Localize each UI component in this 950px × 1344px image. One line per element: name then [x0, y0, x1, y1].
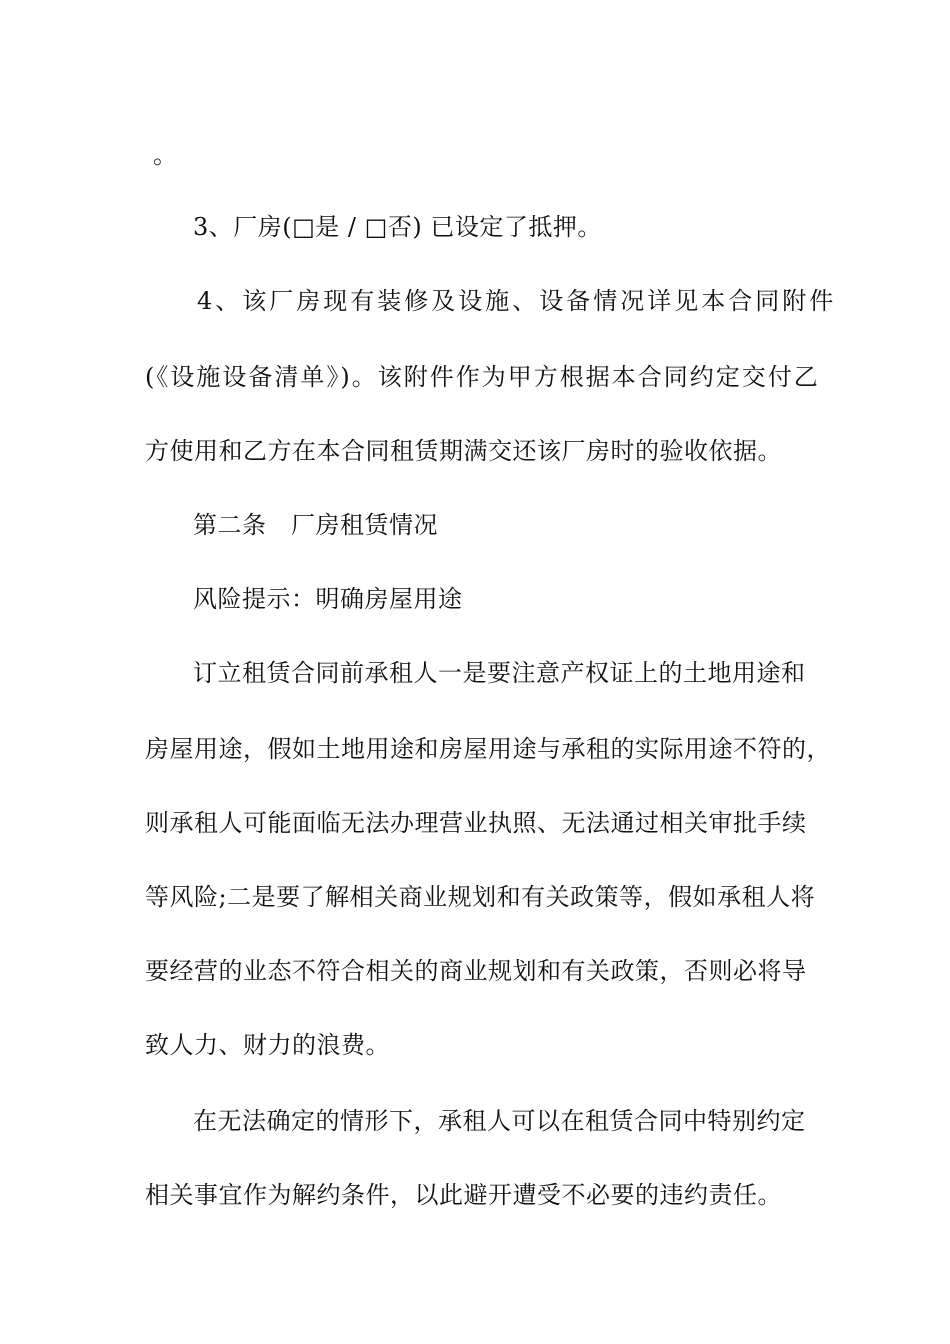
- text-line-risk-2: 房屋用途，假如土地用途和房屋用途与承租的实际用途不符的，: [145, 735, 831, 763]
- text-line-clause-4-cont-2: 方使用和乙方在本合同租赁期满交还该厂房时的验收依据。: [145, 437, 782, 465]
- risk-tip-heading: 风险提示：明确房屋用途: [193, 585, 463, 613]
- text-line-period: 。: [153, 141, 178, 169]
- text-line-suggestion-2: 相关事宜作为解约条件，以此避开遭受不必要的违约责任。: [145, 1181, 782, 1209]
- text-line-clause-3: 3、厂房(□是 / □否) 已设定了抵押。: [193, 213, 602, 241]
- text-line-clause-4-cont-1: (《设施设备清单》)。该附件作为甲方根据本合同约定交付乙: [145, 363, 820, 391]
- text-line-risk-1: 订立租赁合同前承租人一是要注意产权证上的土地用途和: [193, 659, 806, 687]
- text-line-risk-6: 致人力、财力的浪费。: [145, 1031, 390, 1059]
- section-heading-article-2: 第二条 厂房租赁情况: [193, 511, 438, 539]
- text-line-suggestion-1: 在无法确定的情形下，承租人可以在租赁合同中特别约定: [193, 1107, 806, 1135]
- text-line-risk-5: 要经营的业态不符合相关的商业规划和有关政策，否则必将导: [145, 957, 807, 985]
- text-line-clause-4: 4、该厂房现有装修及设施、设备情况详见本合同附件: [197, 287, 837, 315]
- text-line-risk-4: 等风险;二是要了解相关商业规划和有关政策等，假如承租人将: [145, 883, 816, 911]
- text-line-risk-3: 则承租人可能面临无法办理营业执照、无法通过相关审批手续: [145, 809, 807, 837]
